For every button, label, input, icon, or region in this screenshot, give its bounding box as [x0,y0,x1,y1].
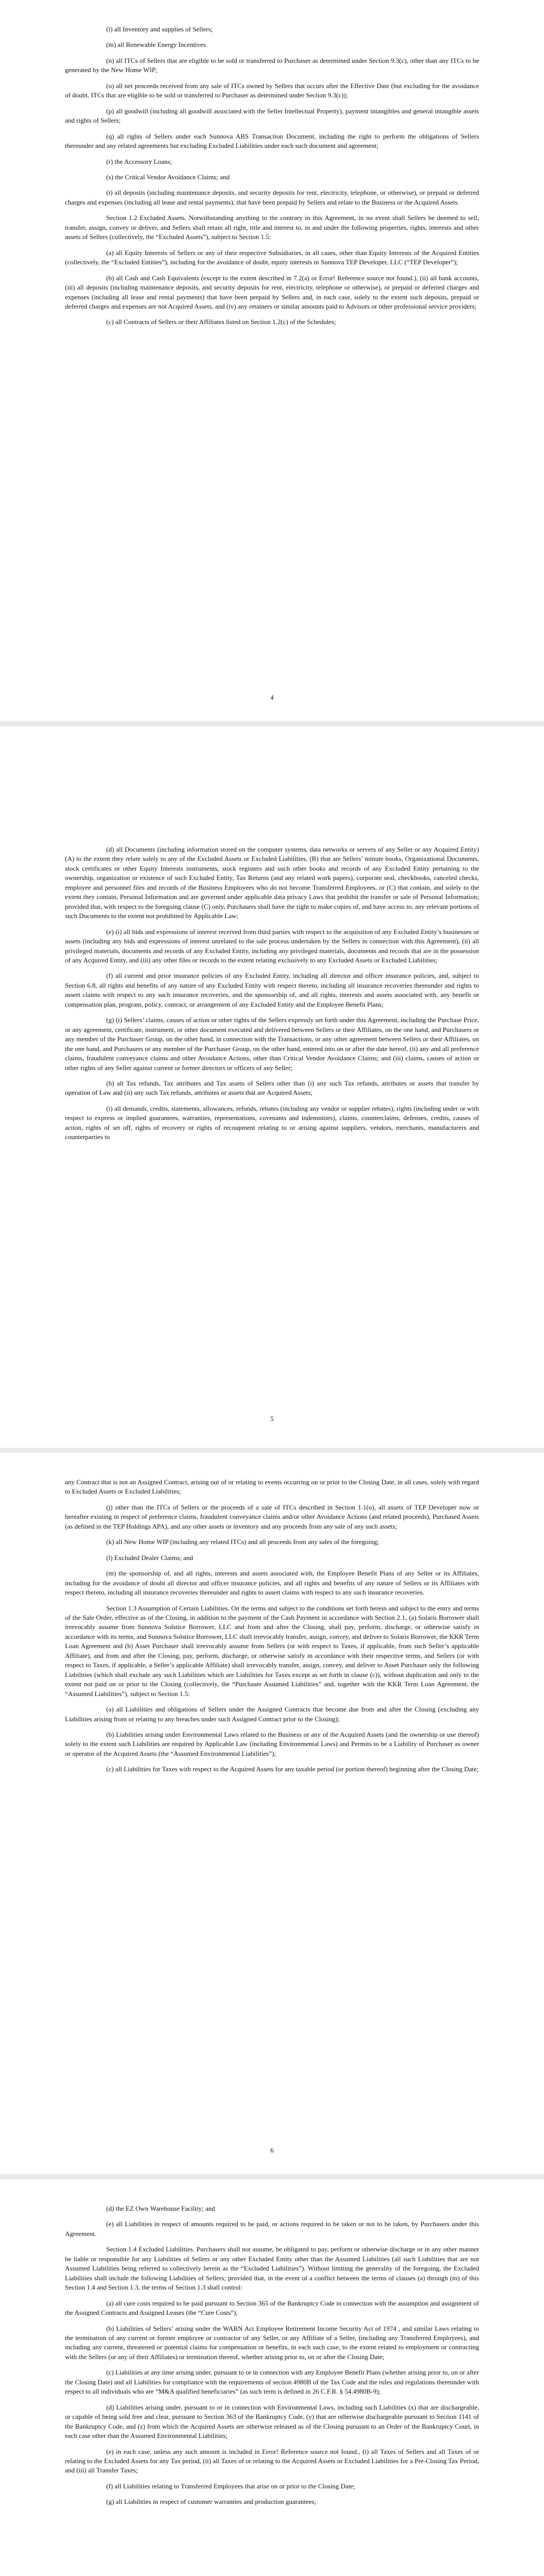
clause-c-taxes: (c) all Liabilities for Taxes with respect to the Acquired Assets for any taxable period (or portion thereof) beginning after the Closing Date; [106,1765,479,1773]
section-1-4-excluded-liabilities: Section 1.4 Excluded Liabilities. Purchasers shall not assume, be obligated to pay, perform or otherwise discharge or in any other manner be liable or responsible for any Liabilities of Sellers or any other Excluded Entity other than the Assumed Liabilities (all such Liabilities that are not Assumed Liabilities being referred to collectively herein as the “Excluded Liabilities”). Without limiting the generality of the foregoing, the Excluded Liabilities shall include the following Liabilities of Sellers; provided that, in the event of a conflict between the terms of clauses (a) through (m) of this Section 1.4 and Section 1.3, the terms of Section 1.3 shall control: [65,2245,479,2292]
clause-i-demands: (i) all demands, credits, statements, allowances, refunds, rebates (including any vendor or supplier rebates), rights (including under or with respect to express or implied guarantees, warranties, representations, covenants and indemnities), claims, counterclaims, defenses, credits, causes of action, rights of set off, rights of recovery or rights of recoupment relating to or arising against suppliers, vendors, merchants, manufacturers and counterparties to [65,1104,479,1141]
document-page-4 [0,0,544,721]
clause-q-abs-rights: (q) all rights of Sellers under each Sunnova ABS Transaction Document, including the right to perform the obligations of Sellers thereunder and any related agreements but excluding Excluded Liabilities under each such document and agreement; [65,132,479,150]
clause-c-employee-plans: (c) Liabilities at any time arising under, pursuant to or in connection with any Employee Benefit Plans (whether arising prior to, on or after the Closing Date) and all Liabilities for compliance with the requirements of section 4980B of the Tax Code and the rules and regulations thereunder with respect to all individuals who are “M&A qualified beneficiaries” (as such term is defined in 26 C.F.R. § 54.4980B-9); [65,2368,479,2396]
page-body [65,25,479,333]
page-body [65,1478,479,1781]
page-body [65,2204,479,2513]
clause-a-cure-costs: (a) all cure costs required to be paid pursuant to Section 365 of the Bankruptcy Code in connection with the assumption and assignment of the Assigned Contracts and Assigned Leases (the “Cure Costs”); [65,2299,479,2317]
clause-d-documents: (d) all Documents (including information stored on the computer systems, data networks or servers of any Seller or any Acquired Entity) (A) to the extent they relate solely to any of the Excluded Assets or Excluded Liabilities, (B) that are Sellers’ minute books, Organizational Documents, stock certificates or other Equity Interests instruments, stock registers and such other books and records of any Excluded Entity pertaining to the ownership, organization or existence of such Excluded Entity, Tax Returns (and any related work papers), corporate seal, checkbooks, canceled checks, employee and personnel files and records of the Business Employees who do not become Transferred Employees, or (C) that contain, and solely to the extent they contain, Personal Information and are governed under applicable data privacy Laws that prohibit the transfer or sale of Personal Information; provided that, with respect to the foregoing clause (C) only, Purchasers shall have the right to make copies of, and have access to, any relevant portions of such Documents to the extent not prohibited by Applicable Law; [65,845,479,920]
clause-n-itcs: (n) all ITCs of Sellers that are eligible to be sold or transferred to Purchaser as determined under Section 9.3(c), other than any ITCs to be generated by the New Home WIP; [65,56,479,74]
clause-a-assigned-contracts: (a) all Liabilities and obligations of Sellers under the Assigned Contracts that become due from and after the Closing (excluding any Liabilities arising from or relating to any breaches under such Assigned Contract prior to the Closing); [65,1705,479,1723]
clause-f-transferred-employees: (f) all Liabilities relating to Transferred Employees that arise on or prior to the Closing Date; [106,2482,355,2490]
clause-d-ez-own: (d) the EZ Own Warehouse Facility; and [106,2205,215,2212]
document-page-7 [0,2179,544,2576]
clause-b-cash: (b) all Cash and Cash Equivalents (except to the extent described in 7.2(a) or Error! Reference source not found.), (ii) all bank accounts, (iii) all deposits (including maintenance deposits, and security deposits for rent, electricity, telephone or otherwise), or prepaid or deferred charges and expenses (including all lease and rental payments) that have been prepaid by Sellers and, in each case, solely to the extent such deposits, prepaid or deferred charges and expenses are not Acquired Assets, and (iv) any retainers or similar amounts paid to Advisors or other professional service providers; [65,274,479,310]
clause-e-purchaser-amounts: (e) all Liabilities in respect of amounts required to be paid, or actions required to be taken or not to be taken, by Purchasers under this Agreement. [65,2220,479,2238]
page-number: 5 [270,1415,274,1422]
clause-b-environmental: (b) Liabilities arising under Environmental Laws related to the Business or any of the Acquired Assets (and the ownership or use thereof) solely to the extent such Liabilities are required by Applicable Law (including Environmental Laws) and Permits to be a Liability of Purchaser as owner or operator of the Acquired Assets (the “Assumed Environmental Liabilities”); [65,1730,479,1757]
clause-k-new-home-wip: (k) all New Home WIP (including any related ITCs) and all proceeds from any sales of the foregoing; [106,1538,379,1546]
page-number: 6 [270,2146,274,2154]
document-page-5 [0,726,544,1448]
clause-t-deposits: (t) all deposits (including maintenance deposits, and security deposits for rent, electricity, telephone, or otherwise), or prepaid or deferred charges and expenses (including all lease and rental payments), that have been prepaid by Sellers and relate to the Business or the Acquired Assets. [65,189,479,206]
clause-l-inventory: (l) all Inventory and supplies of Sellers; [106,25,213,33]
clause-d-environmental: (d) Liabilities arising under, pursuant to or in connection with Environmental Laws, including such Liabilities (x) that are dischargeable, or capable of being sold free and clear, pursuant to Section 363 of the Bankruptcy Code, (y) that are otherwise dischargeable pursuant to Section 1141 of the Bankruptcy Code, and (z) from which the Acquired Assets are otherwise released as of the Closing pursuant to an Order of the Bankruptcy Court, in each case other than the Assumed Environmental Liabilities; [65,2403,479,2440]
clause-j-tep-assets: (j) other than the ITCs of Sellers or the proceeds of a sale of ITCs described in Section 1.1(o), all assets of TEP Developer now or hereafter existing in respect of preference claims, fraudulent conveyance claims and/or other Avoidance Actions (and related proceeds), Purchased Assets (as defined in the TEP Holdings APA), and any other assets or inventory and any proceeds from any sale of any such assets; [65,1503,479,1530]
page-break [0,2174,544,2179]
clause-l-dealer-claims: (l) Excluded Dealer Claims; and [106,1553,193,1562]
document-page-6 [0,1453,544,2174]
clause-e-bids: (e) (i) all bids and expressions of interest received from third parties with respect to the acquisition of any Excluded Entity’s businesses or assets (including any bids and expressions of interest unrelated to the sale process undertaken by the Sellers in connection with this Agreement), (ii) all privileged materials, documents and records of any Excluded Entity, including any privileged materials, documents and records that are in the possession of any Acquired Entity, and (iii) any other files or records to the extent relating exclusively to any Excluded Assets or Excluded Liabilities; [65,927,479,964]
clause-p-goodwill: (p) all goodwill (including all goodwill associated with the Seller Intellectual Property), payment intangibles and general intangible assets and rights of Sellers; [65,107,479,125]
page-body [65,845,479,1148]
section-1-2-excluded-assets: Section 1.2 Excluded Assets. Notwithstanding anything to the contrary in this Agreement, in no event shall Sellers be deemed to sell, transfer, assign, convey or deliver, and Sellers shall retain all right, title and interest to, in and under the following properties, rights, interests and other assets of Sellers (collectively, the “Excluded Assets”), subject to Section 1.5: [65,214,479,241]
clause-c-contracts: (c) all Contracts of Sellers or their Affiliates listed on Section 1.2(c) of the Schedules; [106,318,336,326]
clause-h-tax-refunds: (h) all Tax refunds, Tax attributes and Tax assets of Sellers other than (i) any such Tax refunds, attributes or assets that transfer by operation of Law and (ii) any such Tax refunds, attributes or assets that are Acquired Assets; [65,1079,479,1097]
page-break [0,1448,544,1453]
clause-a-equity-interests: (a) all Equity Interests of Sellers or any of their respective Subsidiaries, in all cases, other than Equity Interests of the Acquired Entities (collectively, the “Excluded Entities”), including for the avoidance of doubt, equity interests in Sunnova TEP Developer, LLC (“TEP Developer”); [65,248,479,266]
clause-m-benefit-plans: (m) the sponsorship of, and all rights, interests and assets associated with, the Employee Benefit Plans of any Seller or its Affiliates, including for the avoidance of doubt all director and officer insurance policies, and all rights and benefits of any nature of Sellers or its Affiliates with respect thereto, including all insurance recoveries thereunder and rights to assert claims with respect to any such insurance recoveries. [65,1569,479,1597]
clause-f-insurance: (f) all current and prior insurance policies of any Excluded Entity, including all director and officer insurance policies, and, subject to Section 6.8, all rights and benefits of any nature of any Excluded Entity with respect thereto, including all insurance recoveries thereunder and rights to assert claims with respect to any such insurance recoveries, and the sponsorship of, and all rights, interests and assets associated with, any benefit or compensation plan, program, policy, contract, or arrangement of any Excluded Entity and the Employee Benefit Plans; [65,972,479,1008]
clause-g-warranties: (g) all Liabilities in respect of customer warranties and production guarantees; [106,2498,317,2506]
clause-e-taxes: (e) in each case, unless any such amount is included in Error! Reference source not found., (i) all Taxes of Sellers and all Taxes of or relating to the Excluded Assets for any Tax period, (ii) all Taxes of or relating to the Acquired Assets or Excluded Liabilities for a Pre-Closing Tax Period, and (iii) all Transfer Taxes; [65,2447,479,2475]
clause-r-accessory-loans: (r) the Accessory Loans; [106,157,172,165]
page-number: 4 [270,693,274,701]
page-break [0,721,544,726]
clause-o-itc-proceeds: (o) all net proceeds received from any sale of ITCs owned by Sellers that occurs after the Effective Date (but excluding for the avoidance of doubt, ITCs that are eligible to be sold or transferred to Purchaser as determined under Section 9.3(c)); [65,81,479,99]
clause-m-renewable: (m) all Renewable Energy Incentives [106,41,206,49]
clause-b-warn-act: (b) Liabilities of Sellers’ arising under the WARN Act Employee Retirement Income Security Act of 1974 , and similar Laws relating to the termination of any current or former employee or contractor of any Seller, or any Affiliate of a Seller, (including any Transferred Employees), and including any current, threatened or potential claims for compensation or benefits, in each such case, to the extent related to employment or contracting with the Sellers (or any of their Affiliates) or termination thereof, whether arising prior to, on or after the Closing Date; [65,2324,479,2361]
section-1-3-assumed-liabilities: Section 1.3 Assumption of Certain Liabilities. On the terms and subject to the conditions set forth herein and subject to the entry and terms of the Sale Order, effective as of the Closing, in addition to the payment of the Cash Payment in accordance with Section 2.1, (a) Solaris Borrower shall irrevocably assume from Sunnova Solstice Borrower, LLC and from and after the Closing, shall pay, perform, discharge, or otherwise satisfy in accordance with its terms, and Sunnova Solstice Borrower, LLC shall irrevocably transfer, assign, convey, and deliver to Solaris Borrower, the KKR Term Loan Agreement and (b) Asset Purchaser shall irrevocably assume from Sellers (or with respect to Taxes, if applicable, from such Seller’s applicable Affiliate), and from and after the Closing, pay, perform, discharge, or otherwise satisfy in accordance with their respective terms, and Sellers (or with respect to Taxes, if applicable, a Seller’s applicable Affiliate) shall irrevocably transfer, assign, convey, and deliver to Asset Purchaser only the following Liabilities (which shall exclude any such Liabilities which are Liabilities for Taxes except as set forth in clause (c)), without duplication and only to the extent not paid on or prior to the Closing (collectively, the “Purchaser Assumed Liabilities” and, together with the KKR Term Loan Agreement, the “Assumed Liabilities”), subject to Section 1.5: [65,1604,479,1698]
clause-i-continued: any Contract that is not an Assigned Contract, arising out of or relating to events occurring on or prior to the Closing Date, in all cases, solely with regard to Excluded Assets or Excluded Liabilities; [65,1478,479,1496]
clause-g-claims: (g) (i) Sellers’ claims, causes of action or other rights of the Sellers expressly set forth under this Agreement, including the Purchase Price, or any agreement, certificate, instrument, or other document executed and delivered between Sellers or their Affiliates, on the one hand, and Purchasers or any member of the Purchaser Group, on the other hand, in connection with the Transactions, or any other agreement between Sellers or their Affiliates, on the one hand, and Purchasers or any member of the Purchaser Group, on the other hand, entered into on or after the date hereof, (ii) any and all preference claims, fraudulent conveyance claims and other Avoidance Actions, other than Critical Vendor Avoidance Claims; and (iii) claims, causes of action or other rights of any Seller against current or former directors or officers of any Seller; [65,1016,479,1072]
clause-s-avoidance-claims: (s) the Critical Vendor Avoidance Claims; and [106,173,230,181]
